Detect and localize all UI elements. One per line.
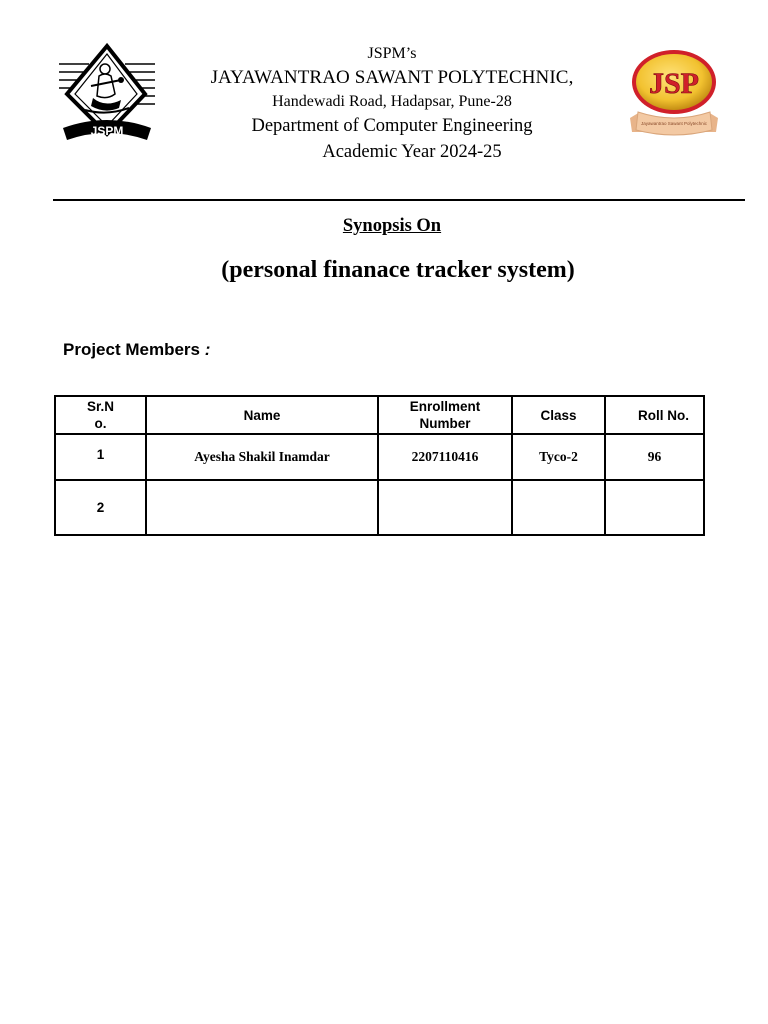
college-address: Handewadi Road, Hadapsar, Pune-28 [272, 93, 512, 110]
org-prefix: JSPM’s [367, 45, 417, 62]
members-label-text: Project Members [63, 340, 200, 359]
department-name: Department of Computer Engineering [251, 116, 533, 136]
academic-year: Academic Year 2024-25 [322, 142, 502, 162]
table-row [55, 434, 704, 480]
svg-text:JSP: JSP [648, 67, 700, 100]
cell-enrollment: 2207110416 [378, 434, 512, 480]
header-class: Class [512, 396, 605, 434]
members-table [54, 395, 705, 536]
svg-text:JSPM: JSPM [90, 124, 124, 138]
members-label-colon: : [204, 340, 211, 359]
project-members-label [63, 340, 210, 360]
jsp-badge-icon [626, 46, 722, 142]
header-divider [53, 199, 745, 201]
cell-class [512, 480, 605, 535]
cell-name [146, 480, 378, 535]
header-srno: Sr.N o. [55, 396, 146, 434]
project-title: (personal finanace tracker system) [221, 257, 575, 283]
table-header-row [55, 396, 704, 434]
header-name: Name [146, 396, 378, 434]
header-roll-no: Roll No. [605, 396, 704, 434]
jspm-logo [55, 42, 159, 146]
header-enrollment: Enrollment Number [378, 396, 512, 434]
svg-text:Jayawantrao Sawant Polytechnic: Jayawantrao Sawant Polytechnic [640, 121, 708, 126]
jsp-logo [626, 46, 722, 142]
jspm-saraswati-emblem-icon [55, 42, 159, 146]
cell-class: Tyco-2 [512, 434, 605, 480]
cell-roll-no [605, 480, 704, 535]
table-row [55, 480, 704, 535]
college-name: JAYAWANTRAO SAWANT POLYTECHNIC, [210, 67, 574, 88]
cell-srno: 1 [55, 434, 146, 480]
synopsis-heading: Synopsis On [342, 216, 442, 236]
cell-enrollment [378, 480, 512, 535]
cell-srno: 2 [55, 480, 146, 535]
cell-roll-no: 96 [605, 434, 704, 480]
cell-name: Ayesha Shakil Inamdar [146, 434, 378, 480]
